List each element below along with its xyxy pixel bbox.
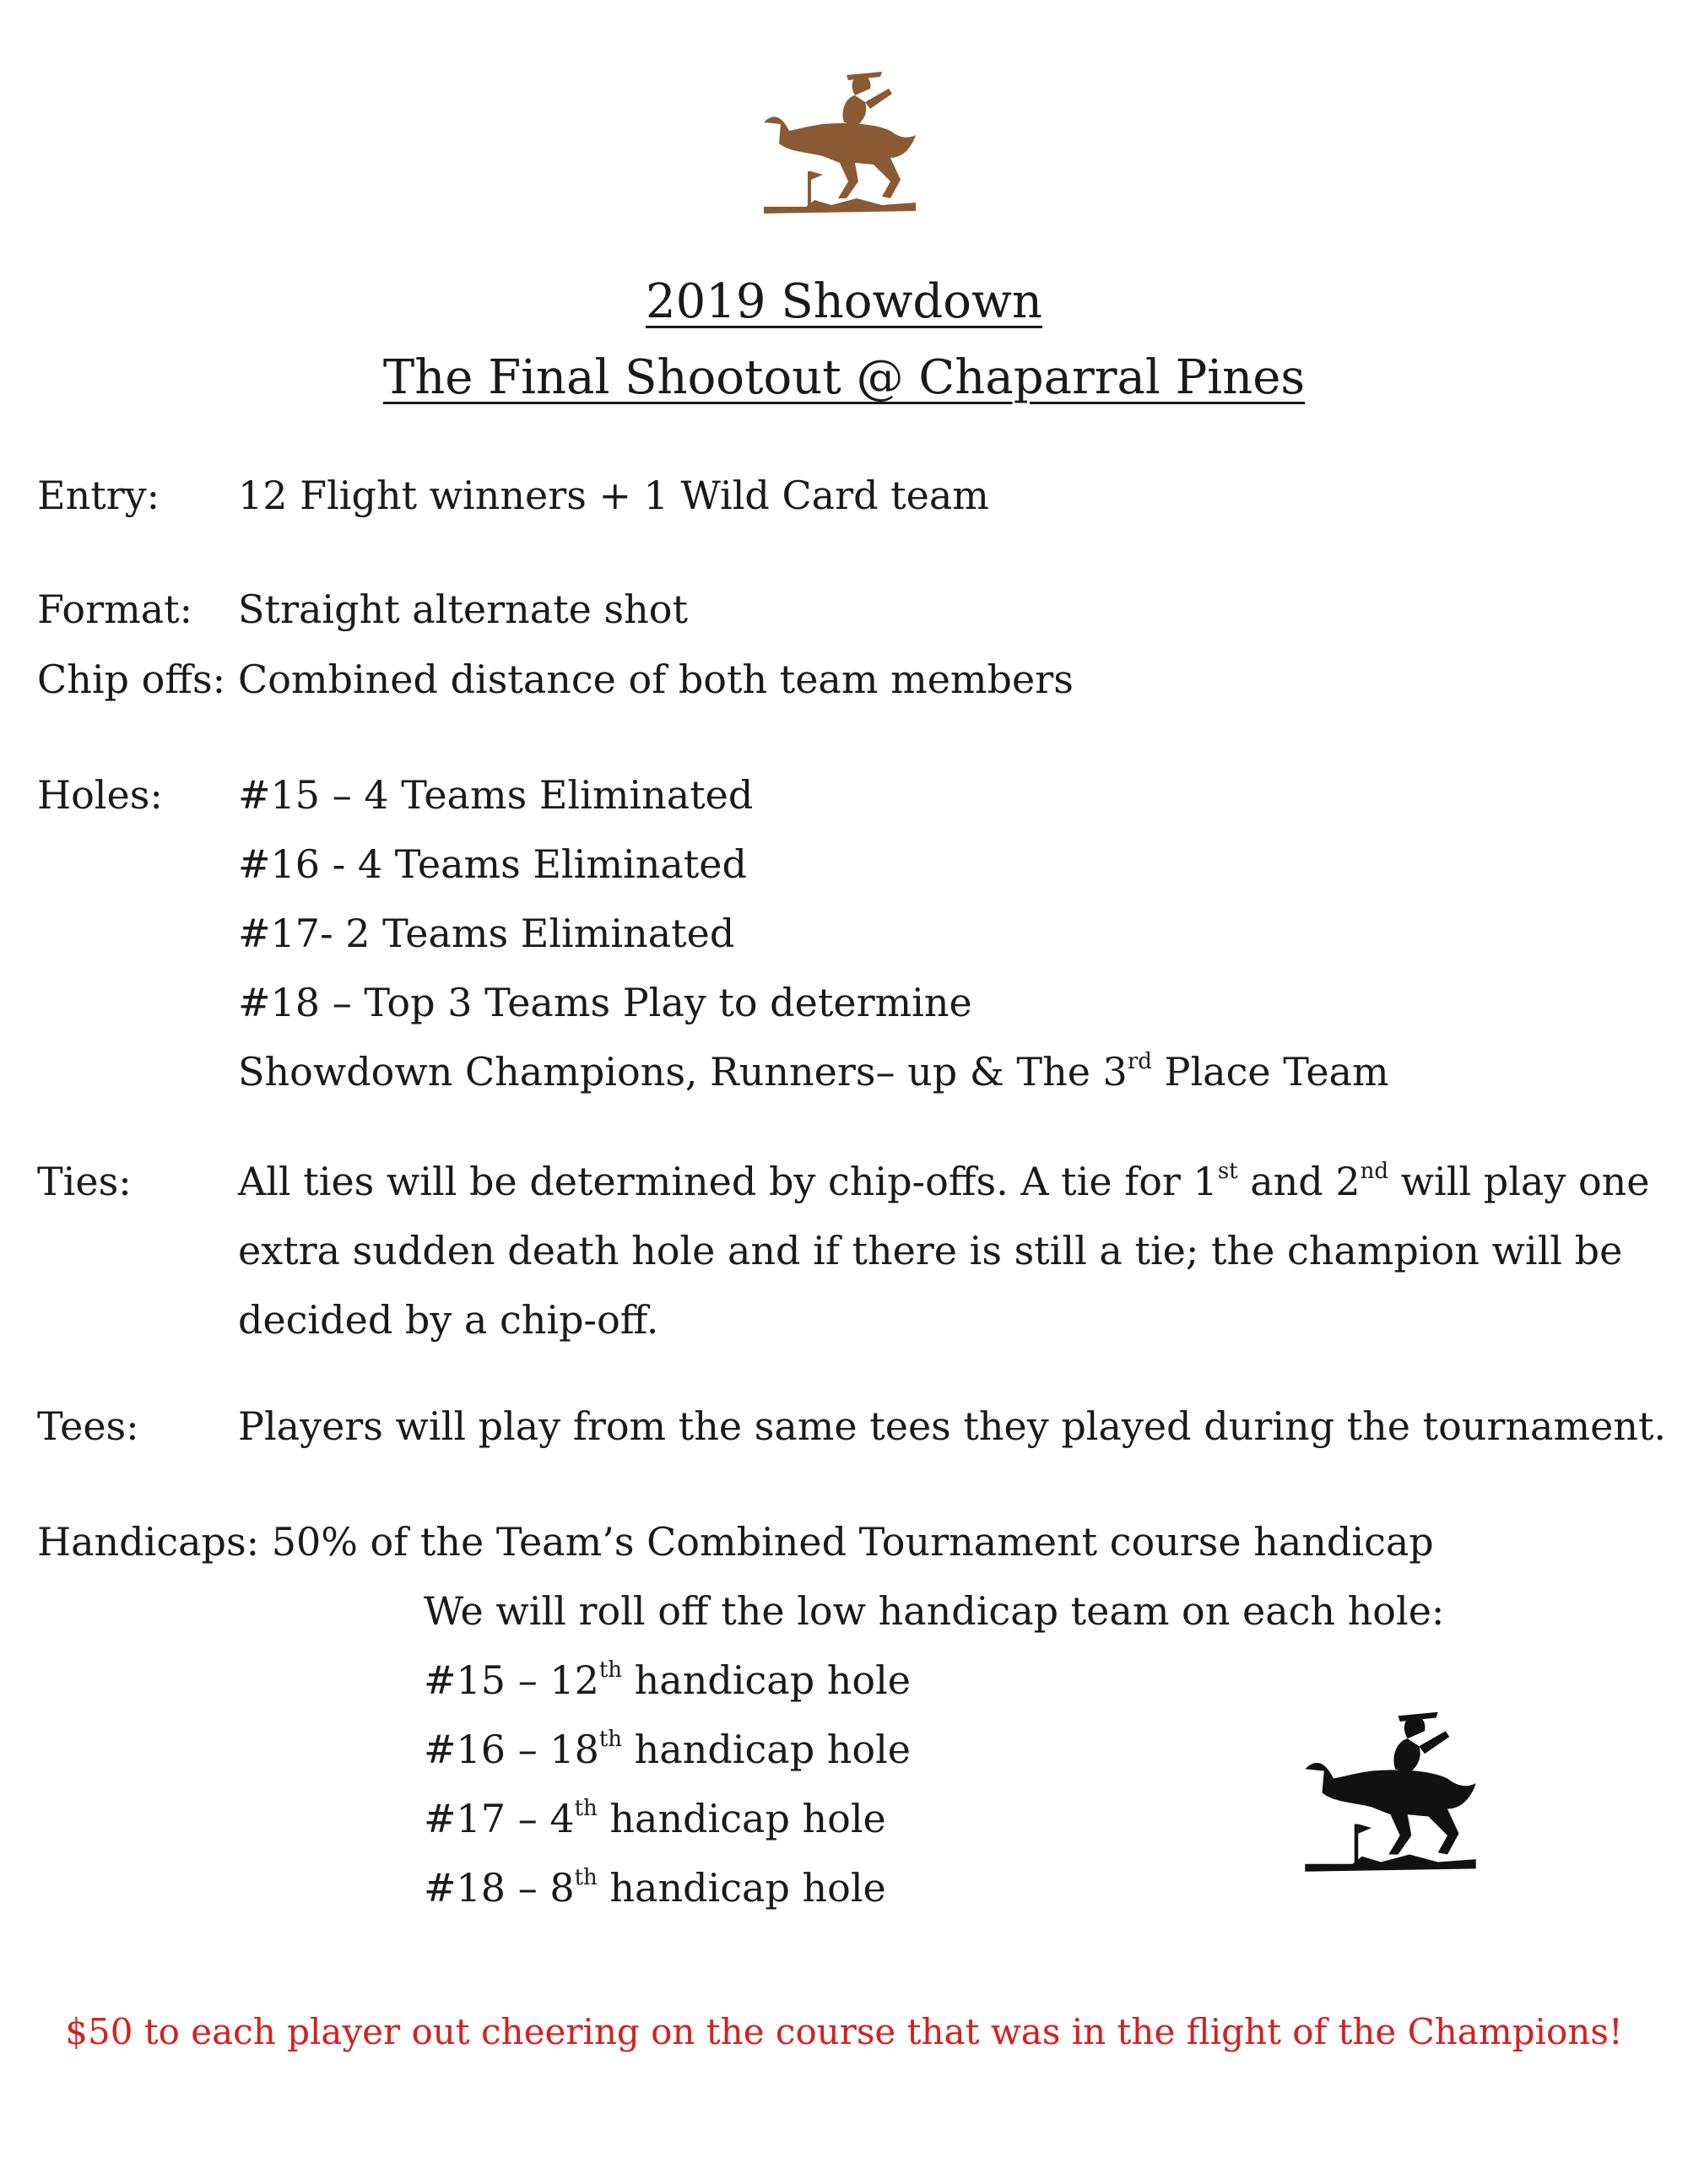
- handicaps-value: 50% of the Team’s Combined Tournament course handicap: [271, 1519, 1434, 1565]
- ties-label: Ties:: [37, 1159, 132, 1204]
- handicap-item: #17 – 4th handicap hole: [424, 1795, 886, 1841]
- holes-line: #15 – 4 Teams Eliminated: [238, 772, 754, 818]
- handicap-item: #15 – 12th handicap hole: [424, 1657, 912, 1703]
- holes-line: #18 – Top 3 Teams Play to determine: [238, 980, 972, 1025]
- handicaps-label: Handicaps:: [37, 1519, 260, 1565]
- holes-line: #17- 2 Teams Eliminated: [238, 911, 735, 956]
- bronco-rider-icon: [1296, 1692, 1485, 1903]
- holes-label: Holes:: [37, 772, 163, 818]
- title-line-1: 2019 Showdown: [646, 274, 1042, 329]
- entry-value: 12 Flight winners + 1 Wild Card team: [238, 473, 989, 518]
- logo-bottom: [1296, 1692, 1485, 1903]
- handicaps-line: [37, 1519, 1434, 1565]
- ties-line-3: decided by a chip-off.: [238, 1297, 659, 1343]
- entry-label: Entry:: [37, 473, 160, 518]
- handicap-item: #18 – 8th handicap hole: [424, 1864, 886, 1911]
- ties-line-1: All ties will be determined by chip-offs. A tie for 1st and 2nd will play one: [238, 1158, 1650, 1204]
- logo-top: [755, 63, 924, 232]
- format-value: Straight alternate shot: [238, 587, 688, 632]
- chip-offs-label: Chip offs:: [37, 657, 226, 702]
- holes-line: #16 - 4 Teams Eliminated: [238, 841, 747, 887]
- format-label: Format:: [37, 587, 193, 632]
- tees-value: Players will play from the same tees they played during the tournament.: [238, 1403, 1667, 1449]
- holes-line-final: Showdown Champions, Runners– up & The 3rd Place Team: [238, 1048, 1389, 1095]
- tees-label: Tees:: [37, 1403, 139, 1449]
- chip-offs-value: Combined distance of both team members: [238, 657, 1074, 702]
- handicaps-intro: We will roll off the low handicap team on each hole:: [424, 1588, 1445, 1634]
- bronco-rider-icon: [755, 63, 924, 232]
- footer-note: $50 to each player out cheering on the course that was in the flight of the Champions!: [65, 2011, 1623, 2052]
- title-line-2: The Final Shootout @ Chaparral Pines: [382, 350, 1306, 405]
- ties-line-2: extra sudden death hole and if there is still a tie; the champion will be: [238, 1228, 1623, 1273]
- handicap-item: #16 – 18th handicap hole: [424, 1726, 912, 1772]
